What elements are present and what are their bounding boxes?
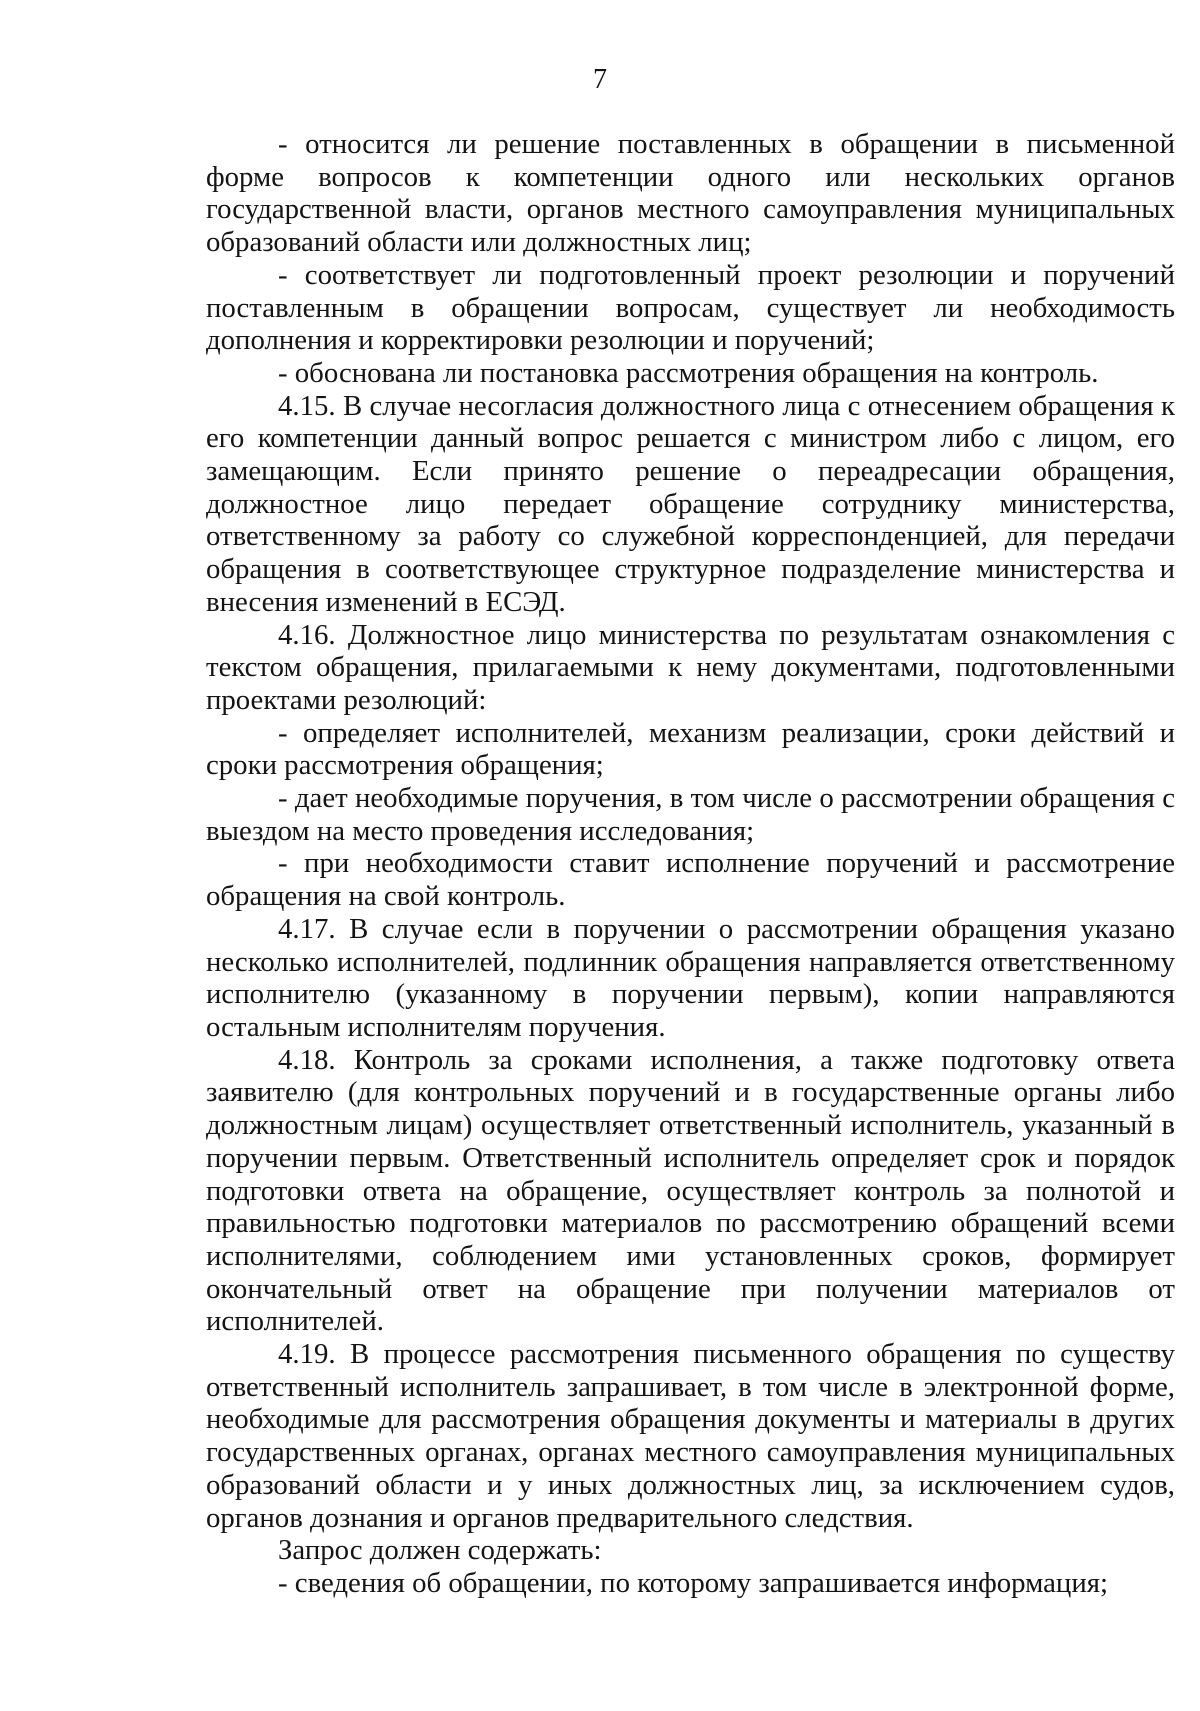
document-body bbox=[206, 128, 1175, 1600]
paragraph: - обоснована ли постановка рассмотрения обращения на контроль. bbox=[278, 356, 1099, 389]
paragraph: - при необходимости ставит исполнение поручений и рассмотрение обращения на свой контроль. bbox=[206, 847, 1175, 913]
paragraph: - определяет исполнителей, механизм реализации, сроки действий и сроки рассмотрения обращения; bbox=[206, 716, 1175, 782]
paragraph: - соответствует ли подготовленный проект резолюции и поручений поставленным в обращении вопросам, существует ли необходимость дополнения и корректировки резолюции и поручений; bbox=[206, 258, 1175, 357]
paragraph: - относится ли решение поставленных в обращении в письменной форме вопросов к компетенции одного или нескольких органов государственной власти, органов местного самоуправления муниципальных образований области или должностных лиц; bbox=[206, 128, 1175, 259]
paragraph: Запрос должен содержать: bbox=[278, 1534, 602, 1567]
paragraph: 4.15. В случае несогласия должностного лица с отнесением обращения к его компетенции данный вопрос решается с министром либо с лицом, его замещающим. Если принято решение о переадресации обращения, должностное лицо передает обращение сотруднику министерства, ответственному за работу со служебной корреспонденцией, для передачи обращения в соответствующее структурное подразделение министерства и внесения изменений в ЕСЭД. bbox=[206, 389, 1175, 618]
paragraph: - дает необходимые поручения, в том числе о рассмотрении обращения с выездом на место проведения исследования; bbox=[206, 782, 1175, 847]
paragraph: 4.17. В случае если в поручении о рассмотрении обращения указано несколько исполнителей, подлинник обращения направляется ответственному исполнителю (указанному в поручении первым), копии направляются остальным исполнителям поручения. bbox=[206, 912, 1175, 1043]
paragraph: - сведения об обращении, по которому запрашивается информация; bbox=[278, 1566, 1109, 1599]
page-number: 7 bbox=[593, 64, 607, 95]
paragraph: 4.16. Должностное лицо министерства по результатам ознакомления с текстом обращения, прилагаемыми к нему документами, подготовленными проектами резолюций: bbox=[206, 618, 1175, 716]
paragraph: 4.19. В процессе рассмотрения письменного обращения по существу ответственный исполнитель запрашивает, в том числе в электронной форме, необходимые для рассмотрения обращения документы и материалы в других государственных органах, органах местного самоуправления муниципальных образований области и у иных должностных лиц, за исключением судов, органов дознания и органов предварительного следствия. bbox=[206, 1338, 1175, 1534]
paragraph: 4.18. Контроль за сроками исполнения, а также подготовку ответа заявителю (для контрольных поручений и в государственные органы либо должностным лицам) осуществляет ответственный исполнитель, указанный в поручении первым. Ответственный исполнитель определяет срок и порядок подготовки ответа на обращение, осуществляет контроль за полнотой и правильностью подготовки материалов по рассмотрению обращений всеми исполнителями, соблюдением ими установленных сроков, формирует окончательный ответ на обращение при получении материалов от исполнителей. bbox=[206, 1043, 1175, 1338]
